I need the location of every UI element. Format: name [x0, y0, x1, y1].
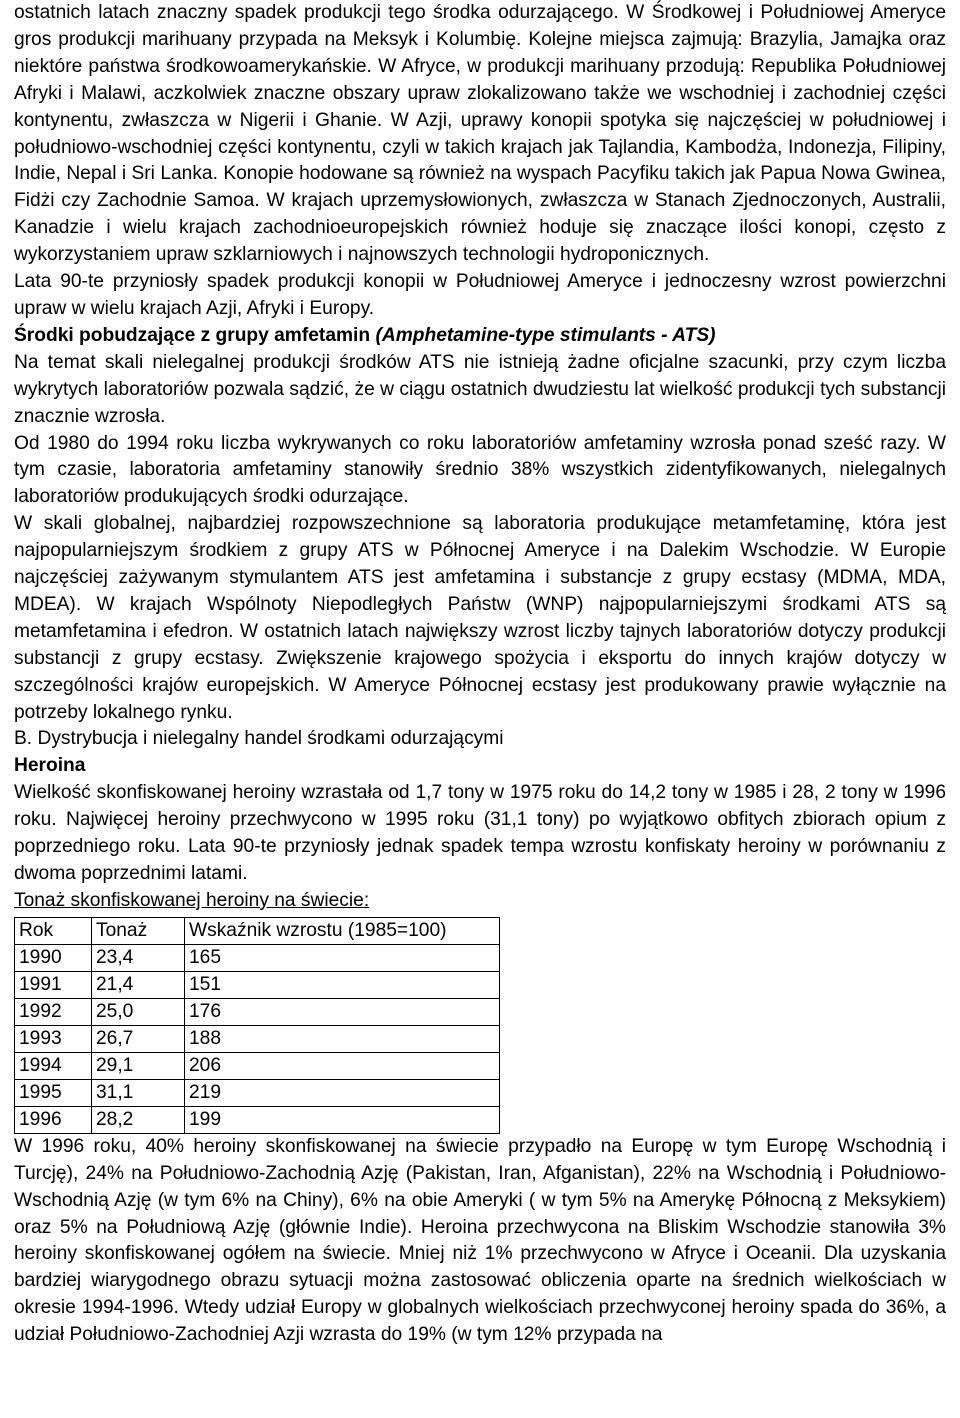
- table-row: [15, 1079, 500, 1106]
- ats-heading-italic: (Amphetamine-type stimulants - ATS): [375, 324, 716, 346]
- paragraph-heroin-seizures: Wielkość skonfiskowanej heroiny wzrastała od 1,7 tony w 1975 roku do 14,2 tony w 1985 i 28, 2 tony w 1996 roku. Najwięcej heroiny przechwycono w 1995 roku (31,1 tony) po wyjątkowo obfitych zbiorach opium z poprzedniego roku. Lata 90-te przyniosły jednak spadek tempa wzrostu konfiskaty heroiny w porównaniu z dwoma poprzednimi latami.: [14, 782, 946, 884]
- table-row: [15, 1052, 500, 1079]
- paragraph-heroin-regional-share: W 1996 roku, 40% heroiny skonfiskowanej na świecie przypadło na Europę w tym Europę Wschodnią i Turcję), 24% na Południowo-Zachodnią Azję (Pakistan, Iran, Afganistan), 22% na Wschodnią i Południowo-Wschodnią Azję (w tym 6% na Chiny), 6% na obie Ameryki ( w tym 5% na Amerykę Północną z Meksykiem) oraz 5% na Południową Azję (głównie Indie). Heroina przechwycona na Bliskim Wschodzie stanowiła 3% heroiny skonfiskowanej ogółem na świecie. Mniej niż 1% przechwycono w Afryce i Oceanii. Dla uzyskania bardziej wiarygodnego obrazu sytuacji można zastosować obliczenia oparte na średnich wielkościach w okresie 1994-1996. Wtedy udział Europy w globalnych wielkościach przechwyconej heroiny spada do 36%, a udział Południowo-Zachodniej Azji wzrasta do 19% (w tym 12% przypada na: [14, 1135, 946, 1346]
- table-cell-year: 1991: [15, 971, 92, 998]
- paragraph-cannabis-1990s: Lata 90-te przyniosły spadek produkcji konopii w Południowej Ameryce i jednoczesny wzrost powierzchni upraw w wielu krajach Azji, Afryki i Europy.: [14, 271, 946, 319]
- table-cell-year: 1993: [15, 1025, 92, 1052]
- table-cell-index: 206: [185, 1052, 500, 1079]
- table-header-growth-index: Wskaźnik wzrostu (1985=100): [185, 917, 500, 944]
- table-caption: Tonaż skonfiskowanej heroiny na świecie:: [14, 889, 370, 911]
- table-cell-index: 199: [185, 1106, 500, 1133]
- table-row: [15, 944, 500, 971]
- table-row: [15, 1025, 500, 1052]
- heroin-seizure-table: [14, 917, 500, 1134]
- table-cell-year: 1996: [15, 1106, 92, 1133]
- paragraph-cannabis-regions: ostatnich latach znaczny spadek produkcji tego środka odurzającego. W Środkowej i Południowej Ameryce gros produkcji marihuany przypada na Meksyk i Kolumbię. Kolejne miejsca zajmują: Brazylia, Jamajka oraz niektóre państwa środkowoamerykańskie. W Afryce, w produkcji marihuany przodują: Republika Południowej Afryki i Malawi, aczkolwiek znaczne obszary upraw zlokalizowano także we wschodniej i zachodniej części kontynentu, zwłaszcza w Nigerii i Ghanie. W Azji, uprawy konopii spotyka się najczęściej w południowej i południowo-wschodniej części kontynentu, czyli w takich krajach jak Tajlandia, Kambodża, Indonezja, Filipiny, Indie, Nepal i Sri Lanka. Konopie hodowane są również na wyspach Pacyfiku takich jak Papua Nowa Gwinea, Fidżi czy Zachodnie Samoa. W krajach uprzemysłowionych, zwłaszcza w Stanach Zjednoczonych, Australii, Kanadzie i wielu krajach zachodnioeuropejskich również hoduje się znaczące ilości konopi, często z wykorzystaniem upraw szklarniowych i najnowszych technologii hydroponicznych.: [14, 2, 946, 266]
- table-cell-tonnage: 23,4: [92, 944, 185, 971]
- table-cell-tonnage: 21,4: [92, 971, 185, 998]
- table-cell-index: 151: [185, 971, 500, 998]
- table-cell-year: 1992: [15, 998, 92, 1025]
- table-cell-tonnage: 28,2: [92, 1106, 185, 1133]
- table-cell-index: 188: [185, 1025, 500, 1052]
- table-header-year: Rok: [15, 917, 92, 944]
- table-cell-tonnage: 29,1: [92, 1052, 185, 1079]
- paragraph-ats-global: W skali globalnej, najbardziej rozpowszechnione są laboratoria produkujące metamfetaminę, która jest najpopularniejszym środkiem z grupy ATS w Północnej Ameryce i na Dalekim Wschodzie. W Europie najczęściej zażywanym stymulantem ATS jest amfetamina i substancje z grupy ecstasy (MDMA, MDA, MDEA). W krajach Wspólnoty Niepodległych Państw (WNP) najpopularniejszymi środkami ATS są metamfetamina i efedron. W ostatnich latach największy wzrost liczby tajnych laboratoriów dotyczy produkcji substancji z grupy ecstasy. Zwiększenie krajowego spożycia i eksportu do innych krajów dotyczy w szczególności krajów europejskich. W Ameryce Północnej ecstasy jest produkowany prawie wyłącznie na potrzeby lokalnego rynku.: [14, 513, 946, 723]
- table-cell-year: 1994: [15, 1052, 92, 1079]
- table-cell-index: 219: [185, 1079, 500, 1106]
- table-cell-index: 165: [185, 944, 500, 971]
- table-cell-tonnage: 31,1: [92, 1079, 185, 1106]
- table-cell-year: 1990: [15, 944, 92, 971]
- table-row: [15, 1106, 500, 1133]
- paragraph-ats-estimates: Na temat skali nielegalnej produkcji środków ATS nie istnieją żadne oficjalne szacunki, przy czym liczba wykrytych laboratoriów pozwala sądzić, że w ciągu ostatnich dwudziestu lat wielkość produkcji tych substancji znacznie wzrosła.: [14, 351, 946, 427]
- ats-heading-main: Środki pobudzające z grupy amfetamin: [14, 324, 371, 346]
- paragraph-ats-labs: Od 1980 do 1994 roku liczba wykrywanych co roku laboratoriów amfetaminy wzrosła ponad sześć razy. W tym czasie, laboratoria amfetaminy stanowiły średnio 38% wszystkich zidentyfikowanych, nielegalnych laboratoriów produkujących środki odurzające.: [14, 432, 946, 508]
- table-row: [15, 998, 500, 1025]
- ats-heading: [14, 323, 946, 350]
- table-header-row: [15, 917, 500, 944]
- table-row: [15, 971, 500, 998]
- section-b-title: B. Dystrybucja i nielegalny handel środkami odurzającymi: [14, 728, 504, 750]
- table-cell-year: 1995: [15, 1079, 92, 1106]
- table-cell-index: 176: [185, 998, 500, 1025]
- table-header-tonnage: Tonaż: [92, 917, 185, 944]
- heroin-heading: Heroina: [14, 755, 86, 777]
- table-cell-tonnage: 25,0: [92, 998, 185, 1025]
- table-cell-tonnage: 26,7: [92, 1025, 185, 1052]
